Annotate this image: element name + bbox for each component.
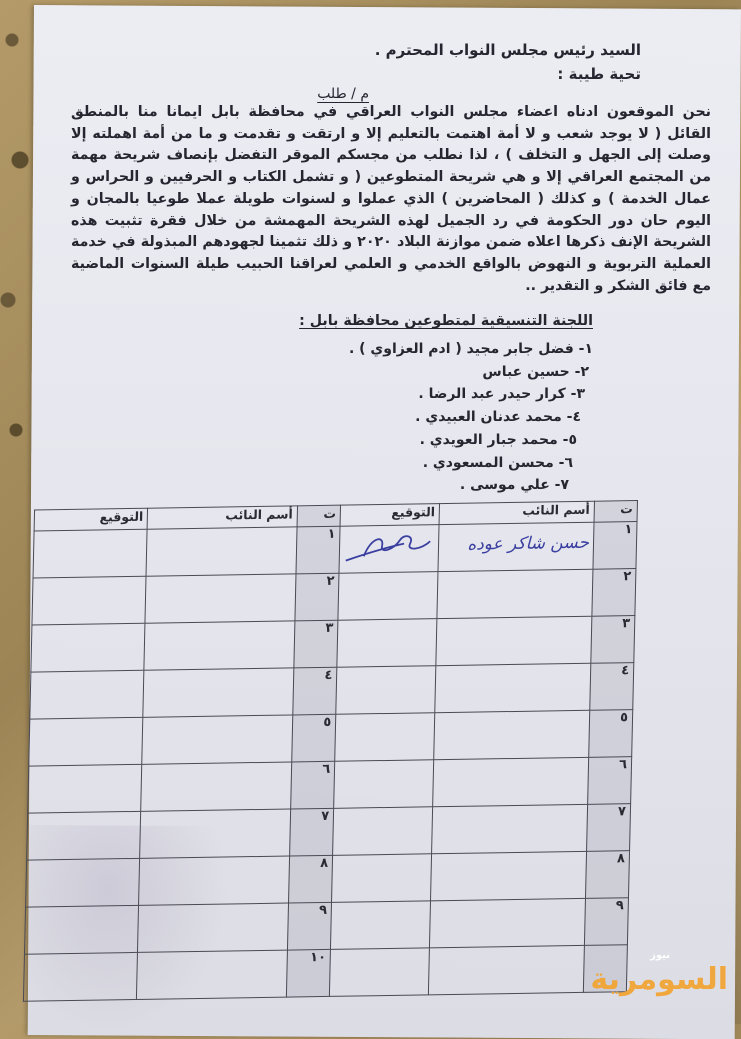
header-num-right: ت — [594, 501, 637, 523]
mp-name-cell[interactable] — [140, 809, 291, 858]
watermark-small-text: نيوز — [650, 950, 670, 961]
signature-cell[interactable] — [28, 764, 143, 813]
signature-cell[interactable] — [338, 572, 438, 621]
mp-name-cell[interactable] — [434, 710, 590, 759]
mp-name-cell[interactable] — [438, 522, 594, 571]
signature-cell[interactable] — [331, 901, 431, 950]
row-num: ٥ — [292, 714, 336, 762]
row-num: ٩ — [584, 898, 628, 946]
row-num: ١٠ — [286, 949, 330, 997]
member-item: ٤- محمد عدنان العبيدي . — [415, 409, 581, 426]
mp-name-cell[interactable] — [142, 715, 293, 764]
handwritten-name: حسن شاكر عوده — [467, 532, 590, 555]
signature-cell[interactable] — [339, 525, 439, 574]
member-item: ٥- محمد جبار العويدي . — [419, 431, 577, 448]
signature-cell[interactable] — [32, 576, 147, 625]
row-num: ٨ — [585, 851, 629, 899]
row-num: ٨ — [288, 855, 332, 903]
row-num: ٧ — [289, 808, 333, 856]
row-num: ١ — [296, 526, 340, 574]
committee-title: اللجنة التنسيقية لمتطوعين محافظة بابل : — [299, 313, 593, 329]
mp-name-cell[interactable] — [431, 851, 587, 900]
header-name-left: أسم النائب — [148, 506, 298, 529]
mp-name-cell[interactable] — [429, 945, 585, 994]
signature-cell[interactable] — [26, 858, 141, 907]
member-item: ٢- حسين عباس — [482, 363, 589, 380]
mp-name-cell[interactable] — [138, 903, 289, 952]
header-signature-right: التوقيع — [340, 504, 439, 527]
signature-cell[interactable] — [336, 666, 436, 715]
row-num: ٣ — [591, 616, 635, 664]
signature-cell[interactable] — [337, 619, 437, 668]
mp-name-cell[interactable] — [143, 668, 294, 717]
signature-cell[interactable] — [30, 670, 145, 719]
member-item: ٣- كرار حيدر عبد الرضا . — [418, 386, 585, 403]
mp-name-cell[interactable] — [144, 621, 295, 670]
row-num: ٩ — [287, 902, 331, 950]
member-item: ٧- علي موسى . — [459, 477, 569, 494]
row-num: ٢ — [592, 569, 636, 617]
signature-cell[interactable] — [29, 717, 144, 766]
signature-cell[interactable] — [31, 623, 146, 672]
mp-name-cell[interactable] — [430, 898, 586, 947]
row-num: ٣ — [294, 620, 338, 668]
member-item: ١- فضل جابر مجيد ( ادم العزاوي ) . — [348, 341, 593, 357]
row-num: ٢ — [295, 573, 339, 621]
signature-scrawl-icon — [344, 525, 435, 566]
news-watermark-logo — [590, 950, 728, 1008]
watermark-main-text: السومرية — [590, 962, 728, 997]
header-num-left: ت — [297, 505, 341, 527]
mp-name-cell[interactable] — [432, 804, 588, 853]
mp-name-cell[interactable] — [437, 569, 593, 618]
mp-name-cell[interactable] — [145, 574, 296, 623]
mp-name-cell[interactable] — [141, 762, 292, 811]
signature-cell[interactable] — [332, 854, 432, 903]
row-num: ٦ — [588, 757, 632, 805]
signature-cell[interactable] — [334, 760, 434, 809]
letter-body: نحن الموقعون ادناه اعضاء مجلس النواب العراقي في محافظة بابل ايمانا منا بالمنطق القائل ( لا يوجد شعب و لا أمة اهتمت بالتعليم إلا و ارتقت و تقدمت و ما من أمة اهملته إلا وصلت إلى الجهل و التخلف ) ، لذا نطلب من مجسكم الموقر التفضل بإنصاف شريحة مهمة من المجتمع العراقي إلا و هي شريحة المتطوعين ( و تشمل الكتاب و الحرفيين و الحراس و عمال الخدمة ) و كذلك ( المحاضرين ) الذي عملوا و لسنوات طويلة عملا طوعيا بالمجان و اليوم حان دور الحكومة في رد الجميل لهذه الشريحة المهمشة من خلال فقرة تثبيت هذه الشريحة الإنف ذكرها اعلاه ضمن موازنة البلاد ٢٠٢٠ و ذلك تثمينا لجهودهم المبذولة في خدمة العملية التربوية و النهوض بالواقع الخدمي و العلمي لعراقنا الحبيب طيلة السنوات الماضية مع فائق الشكر و التقدير .. — [71, 104, 711, 294]
signature-cell[interactable] — [335, 713, 435, 762]
row-num: ٦ — [291, 761, 335, 809]
member-item: ٦- محسن المسعودي . — [422, 454, 573, 471]
subject-line: م / طلب — [317, 86, 369, 102]
greeting-line: تحية طيبة : — [557, 65, 641, 83]
signature-cell[interactable] — [27, 811, 142, 860]
row-num: ٤ — [590, 663, 634, 711]
header-signature-left: التوقيع — [34, 508, 148, 531]
addressee-line: السيد رئيس مجلس النواب المحترم . — [374, 41, 641, 59]
mp-name-cell[interactable] — [436, 616, 592, 665]
signature-cell[interactable] — [24, 905, 139, 954]
row-num: ٤ — [293, 667, 337, 715]
mp-name-cell[interactable] — [139, 856, 290, 905]
row-num: ١ — [593, 522, 637, 570]
signature-cell[interactable] — [330, 948, 430, 997]
mp-name-cell[interactable] — [146, 527, 297, 576]
committee-members-list — [349, 338, 593, 497]
header-name-right: أسم النائب — [439, 501, 594, 524]
table-row — [23, 945, 627, 1001]
mp-name-cell[interactable] — [435, 663, 591, 712]
signature-cell[interactable] — [23, 952, 138, 1001]
row-num: ٥ — [589, 710, 633, 758]
mp-name-cell[interactable] — [433, 757, 589, 806]
mp-name-cell[interactable] — [137, 950, 288, 999]
row-num: ٧ — [587, 804, 631, 852]
signature-cell[interactable] — [33, 529, 148, 578]
signature-cell[interactable] — [333, 807, 433, 856]
signature-table — [23, 500, 638, 1002]
letter-header — [375, 38, 641, 86]
